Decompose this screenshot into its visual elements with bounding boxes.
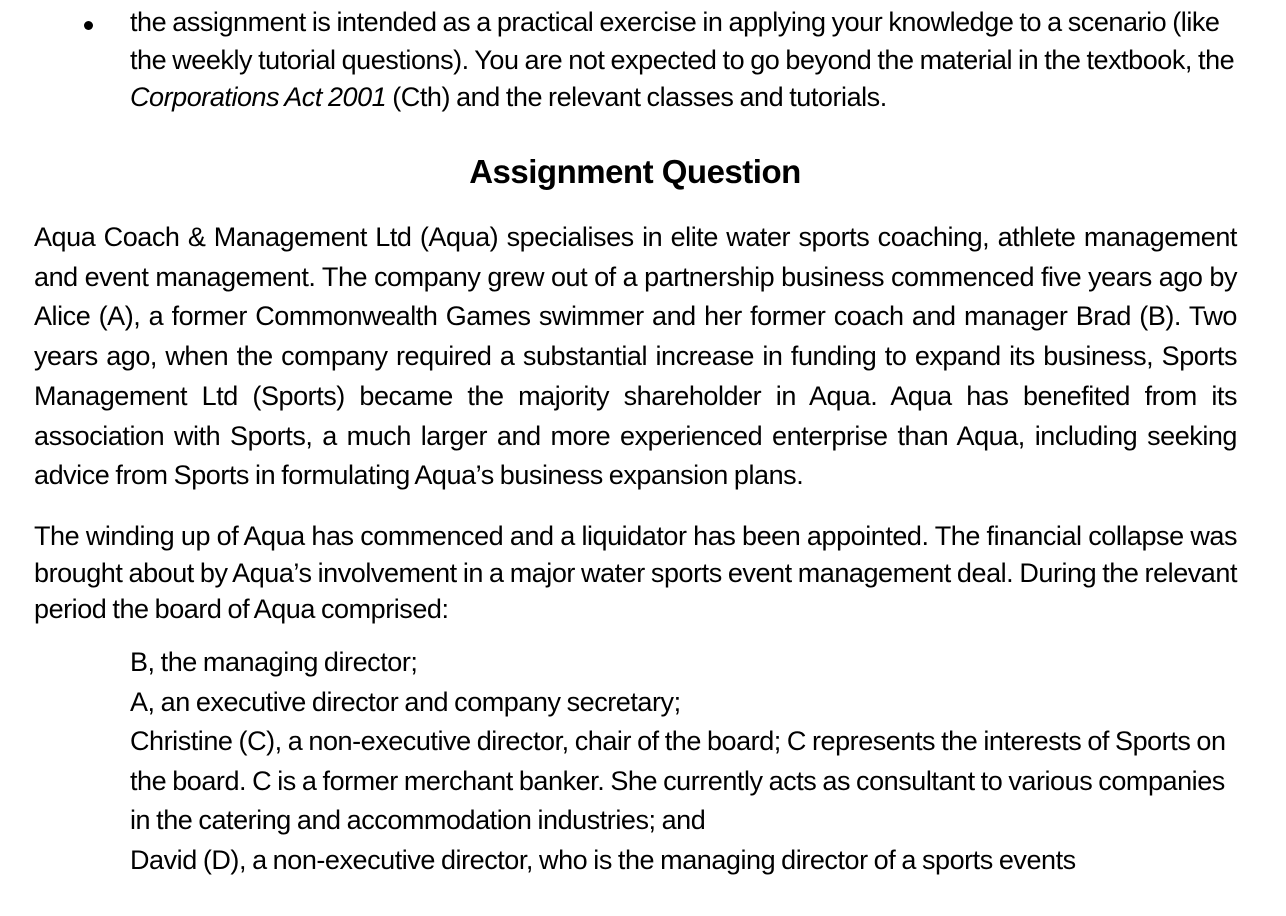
scenario-paragraph-2: The winding up of Aqua has commenced and a liquidator has been appointed. The financial collapse was brought about by Aqua’s involvement in a major water sports event management deal. During the relevant period the board of Aqua comprised: — [34, 521, 1237, 624]
bullet-icon — [84, 21, 93, 30]
intro-bullet-text — [130, 4, 1254, 117]
intro-bullet-item — [34, 4, 1254, 117]
act-title-italic: Corporations Act 2001 — [130, 82, 387, 112]
section-heading: Assignment Question — [469, 153, 801, 190]
board-member-d: David (D), a non-executive director, who is the managing director of a sports events — [130, 844, 1076, 875]
intro-bullet-text-end: (Cth) and the relevant classes and tutorials. — [386, 82, 887, 112]
intro-bullet-text-start: the assignment is intended as a practical exercise in applying your knowledge to a scenario (like the weekly tutorial questions). You are not expected to go beyond the material in the textbook, the — [130, 7, 1235, 75]
scenario-paragraph-1: Aqua Coach & Management Ltd (Aqua) specialises in elite water sports coaching, athlete management and event management. The company grew out of a partnership business commenced five years ago by Alice (A), a former Commonwealth Games swimmer and her former coach and manager Brad (B). Two years ago, when the company required a substantial increase in funding to expand its business, Sports Management Ltd (Sports) became the majority shareholder in Aqua. Aqua has benefited from its association with Sports, a much larger and more experienced enterprise than Aqua, including seeking advice from Sports in formulating Aqua’s business expansion plans. — [34, 222, 1237, 491]
board-members-list — [130, 643, 1230, 880]
board-member-c: Christine (C), a non-executive director, chair of the board; C represents the interests of Sports on the board. C is a former merchant banker. She currently acts as consultant to various companies in the catering and accommodation industries; and — [130, 726, 1226, 835]
board-member-b: B, the managing director; — [130, 647, 418, 677]
board-member-a: A, an executive director and company secretary; — [130, 686, 681, 717]
